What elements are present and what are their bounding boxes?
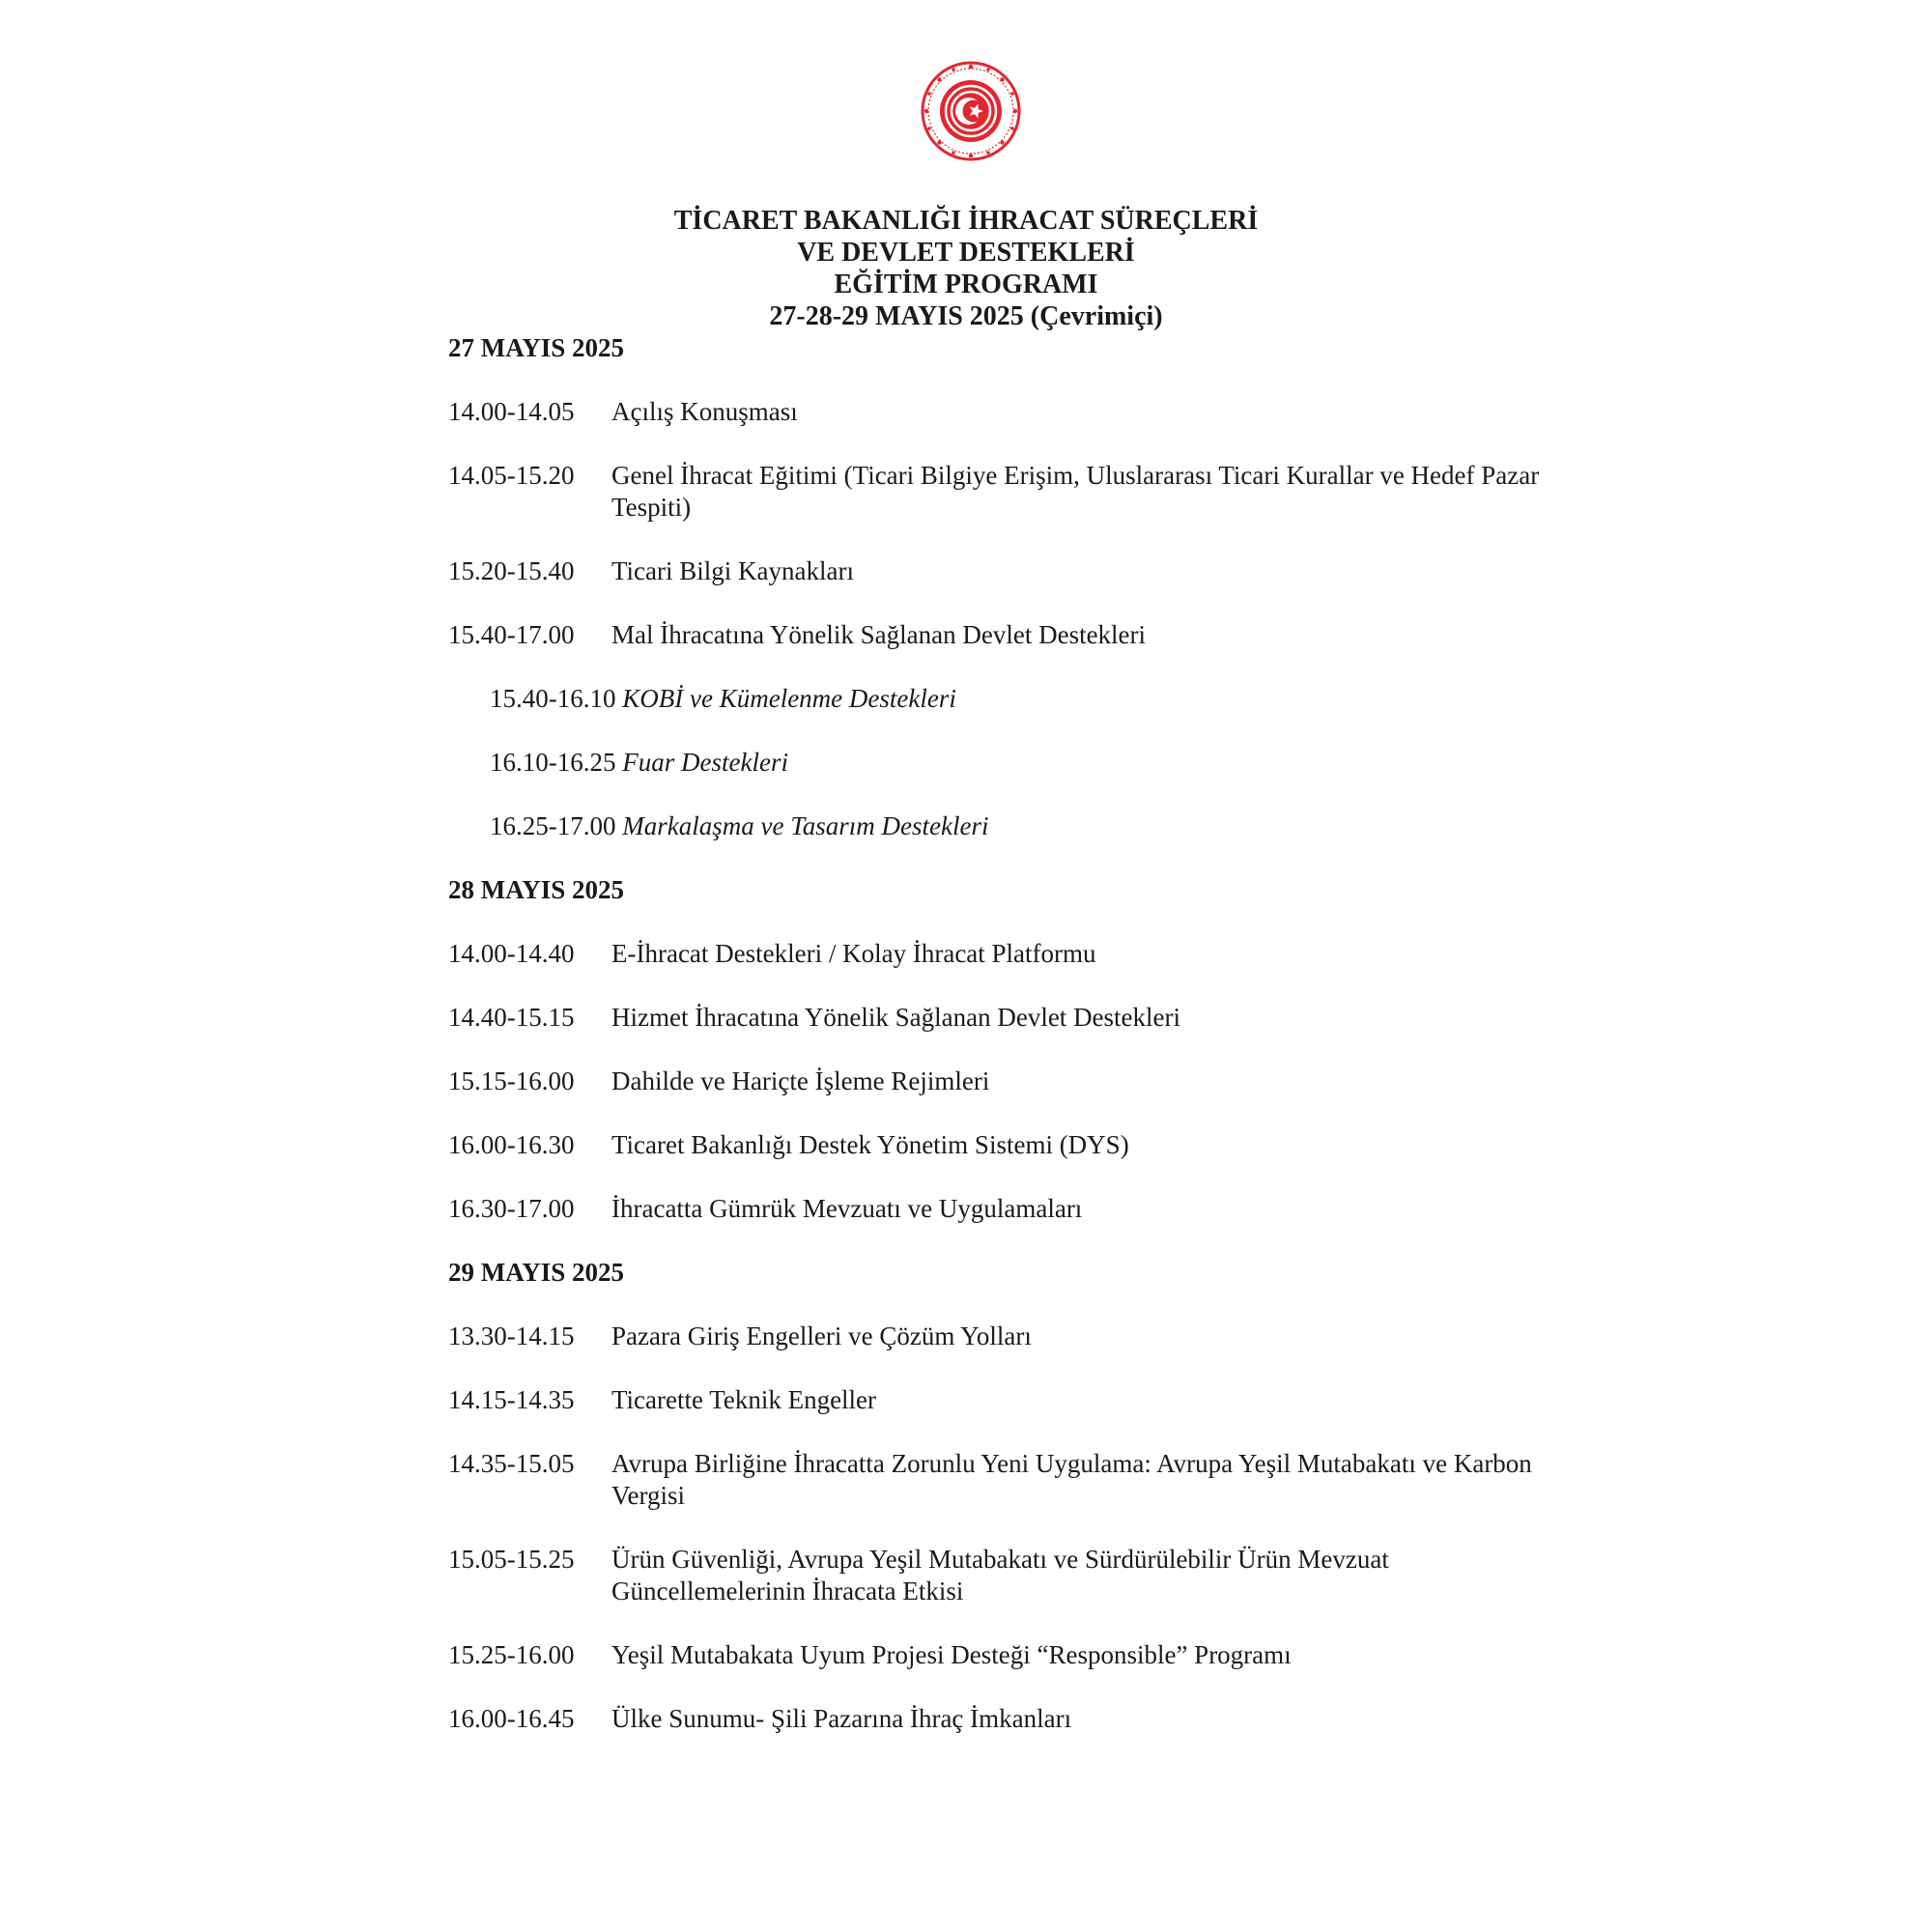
session-title: E-İhracat Destekleri / Kolay İhracat Platformu	[611, 939, 1096, 968]
session-time: 15.25-16.00	[448, 1640, 575, 1669]
subsession-time: 16.10-16.25	[490, 748, 616, 777]
session-row	[448, 1703, 1540, 1735]
session-time: 15.05-15.25	[448, 1545, 575, 1574]
session-title: Ülke Sunumu- Şili Pazarına İhraç İmkanları	[611, 1704, 1072, 1733]
session-time: 14.15-14.35	[448, 1385, 575, 1414]
session-row	[448, 938, 1540, 970]
session-row	[448, 1193, 1540, 1225]
session-time: 14.40-15.15	[448, 1003, 575, 1032]
session-title: Yeşil Mutabakata Uyum Projesi Desteği “Responsible” Programı	[611, 1640, 1292, 1669]
session-title: Mal İhracatına Yönelik Sağlanan Devlet Destekleri	[611, 620, 1147, 649]
session-row	[448, 1321, 1540, 1352]
session-time: 14.00-14.05	[448, 397, 575, 426]
day-heading: 27 MAYIS 2025	[448, 333, 625, 362]
session-row	[448, 1065, 1540, 1097]
subsession-row	[448, 683, 1540, 715]
title-line-1: TİCARET BAKANLIĞI İHRACAT SÜREÇLERİ	[673, 206, 1259, 236]
session-time: 13.30-14.15	[448, 1321, 575, 1350]
session-title: Dahilde ve Hariçte İşleme Rejimleri	[611, 1066, 990, 1095]
session-row	[448, 396, 1540, 428]
subsession-row	[448, 810, 1540, 842]
session-row	[448, 1129, 1540, 1161]
session-title: Pazara Giriş Engelleri ve Çözüm Yolları	[611, 1321, 1032, 1350]
session-title: Ürün Güvenliği, Avrupa Yeşil Mutabakatı ve Sürdürülebilir Ürün Mevzuat Güncellemelerinin İhracata Etkisi	[611, 1545, 1389, 1605]
session-time: 16.00-16.30	[448, 1130, 575, 1159]
session-time: 16.30-17.00	[448, 1194, 575, 1223]
session-row	[448, 555, 1540, 587]
session-title: Ticaret Bakanlığı Destek Yönetim Sistemi (DYS)	[611, 1130, 1129, 1159]
title-line-4: 27-28-29 MAYIS 2025 (Çevrimiçi)	[769, 301, 1163, 331]
session-title: Hizmet İhracatına Yönelik Sağlanan Devlet Destekleri	[611, 1003, 1181, 1032]
session-time: 15.15-16.00	[448, 1066, 575, 1095]
session-row	[448, 1448, 1540, 1512]
session-row	[448, 619, 1540, 651]
session-time: 15.20-15.40	[448, 556, 575, 585]
title-line-2: VE DEVLET DESTEKLERİ	[797, 238, 1135, 268]
session-time: 14.35-15.05	[448, 1449, 575, 1478]
title-line-3: EĞİTİM PROGRAMI	[834, 270, 1098, 299]
program-schedule	[448, 332, 1540, 1767]
subsession-time: 16.25-17.00	[490, 811, 616, 840]
session-row	[448, 1544, 1540, 1607]
day-heading: 29 MAYIS 2025	[448, 1258, 625, 1287]
session-time: 14.05-15.20	[448, 461, 575, 490]
session-row	[448, 460, 1540, 524]
session-row	[448, 1002, 1540, 1034]
subsession-title: KOBİ ve Kümelenme Destekleri	[622, 684, 956, 713]
ministry-seal-icon	[920, 60, 1022, 162]
session-row	[448, 1384, 1540, 1416]
program-title	[0, 205, 1932, 332]
session-title: Açılış Konuşması	[611, 397, 798, 426]
subsession-time: 15.40-16.10	[490, 684, 616, 713]
session-title: İhracatta Gümrük Mevzuatı ve Uygulamaları	[611, 1194, 1083, 1223]
session-row	[448, 1639, 1540, 1671]
subsession-title: Markalaşma ve Tasarım Destekleri	[622, 811, 989, 840]
session-time: 14.00-14.40	[448, 939, 575, 968]
session-time: 16.00-16.45	[448, 1704, 575, 1733]
day-heading: 28 MAYIS 2025	[448, 875, 625, 904]
session-title: Avrupa Birliğine İhracatta Zorunlu Yeni Uygulama: Avrupa Yeşil Mutabakatı ve Karbon Vergisi	[611, 1449, 1532, 1510]
subsession-row	[448, 747, 1540, 779]
subsession-title: Fuar Destekleri	[622, 748, 788, 777]
session-time: 15.40-17.00	[448, 620, 575, 649]
session-title: Genel İhracat Eğitimi (Ticari Bilgiye Erişim, Uluslararası Ticari Kurallar ve Hedef Pazar Tespiti)	[611, 461, 1540, 522]
session-title: Ticari Bilgi Kaynakları	[611, 556, 854, 585]
session-title: Ticarette Teknik Engeller	[611, 1385, 877, 1414]
